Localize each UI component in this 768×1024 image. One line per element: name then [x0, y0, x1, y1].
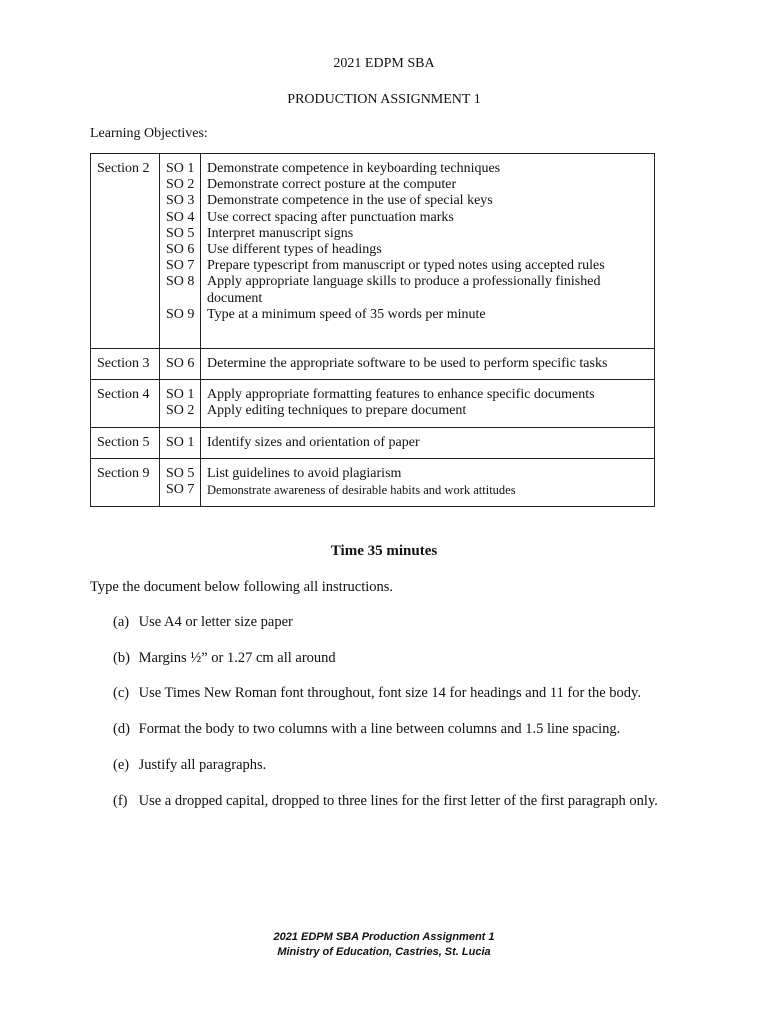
objective-code: SO 1 — [166, 161, 195, 176]
instruction-text: Use a dropped capital, dropped to three lines for the first letter of the first paragraph only. — [138, 793, 658, 809]
objective-code: SO 2 — [166, 403, 195, 419]
instruction-text: Margins ½” or 1.27 cm all around — [138, 650, 336, 666]
instruction-text: Use Times New Roman font throughout, font size 14 for headings and 11 for the body. — [138, 685, 641, 701]
instruction-text: Justify all paragraphs. — [138, 757, 267, 773]
section-cell: Section 9 — [91, 459, 160, 507]
objective-code: SO 5 — [166, 466, 195, 481]
instruction-item — [113, 650, 336, 667]
table-row — [91, 428, 655, 459]
objective-description: Demonstrate awareness of desirable habits and work attitudes — [207, 483, 516, 498]
objective-description: Demonstrate correct posture at the computer — [207, 177, 457, 193]
instruction-item — [113, 721, 620, 738]
objective-description: Determine the appropriate software to be used to perform specific tasks — [207, 356, 608, 371]
objective-codes-cell — [160, 380, 201, 428]
objective-codes-cell — [160, 428, 201, 459]
objective-code: SO 1 — [166, 435, 195, 450]
instruction-item — [113, 685, 641, 702]
objective-description: Use different types of headings — [207, 242, 382, 258]
objective-descriptions-cell — [201, 428, 655, 459]
objective-code: SO 9 — [166, 306, 195, 322]
instruction-label: (f) — [113, 793, 128, 809]
objective-code: SO 4 — [166, 209, 195, 225]
instruction-item — [113, 757, 266, 774]
objective-code: SO 3 — [166, 193, 195, 209]
instructions-intro: Type the document below following all instructions. — [90, 579, 394, 595]
spacer — [166, 291, 200, 307]
learning-objectives-table — [90, 153, 655, 507]
table-row — [91, 459, 655, 507]
section-cell: Section 2 — [91, 154, 160, 349]
instruction-label: (c) — [113, 685, 130, 701]
objective-description: Identify sizes and orientation of paper — [207, 435, 420, 450]
instruction-item — [113, 614, 293, 631]
objective-description: Use correct spacing after punctuation marks — [207, 209, 454, 225]
table-row — [91, 154, 655, 349]
objective-description: Apply appropriate language skills to produce a professionally finished document — [207, 274, 601, 306]
objective-code: SO 8 — [166, 274, 195, 290]
objective-description: Interpret manuscript signs — [207, 225, 354, 241]
objective-description: Type at a minimum speed of 35 words per minute — [207, 306, 486, 322]
section-cell: Section 3 — [91, 349, 160, 380]
objective-code: SO 5 — [166, 225, 195, 241]
instruction-item — [113, 793, 658, 810]
objective-descriptions-cell — [201, 380, 655, 428]
instruction-label: (a) — [113, 614, 130, 630]
objective-description: Apply appropriate formatting features to enhance specific documents — [207, 387, 595, 402]
section-cell: Section 4 — [91, 380, 160, 428]
instruction-text: Use A4 or letter size paper — [138, 614, 293, 630]
instruction-label: (e) — [113, 757, 130, 773]
objective-code: SO 7 — [166, 258, 195, 274]
learning-objectives-label: Learning Objectives: — [90, 126, 208, 141]
objective-descriptions-cell — [201, 349, 655, 380]
objective-description: Demonstrate competence in keyboarding techniques — [207, 161, 501, 176]
objective-description: Apply editing techniques to prepare document — [207, 403, 467, 419]
footer-ministry: Ministry of Education, Castries, St. Lucia — [277, 946, 491, 958]
objective-codes-cell — [160, 349, 201, 380]
objective-code: SO 1 — [166, 387, 195, 402]
objective-description: List guidelines to avoid plagiarism — [207, 466, 402, 481]
objective-code: SO 2 — [166, 177, 195, 193]
assignment-title: PRODUCTION ASSIGNMENT 1 — [287, 92, 481, 107]
objective-codes-cell — [160, 459, 201, 507]
table-row — [91, 380, 655, 428]
time-limit-heading: Time 35 minutes — [330, 543, 438, 559]
objective-code: SO 6 — [166, 242, 195, 258]
document-title: 2021 EDPM SBA — [333, 56, 435, 71]
instruction-text: Format the body to two columns with a line between columns and 1.5 line spacing. — [138, 721, 621, 737]
footer-title: 2021 EDPM SBA Production Assignment 1 — [273, 931, 495, 943]
objective-descriptions-cell — [201, 154, 655, 349]
objective-codes-cell — [160, 154, 201, 349]
objective-code: SO 7 — [166, 482, 195, 498]
section-cell: Section 5 — [91, 428, 160, 459]
instruction-label: (b) — [113, 650, 130, 666]
table-row — [91, 349, 655, 380]
objective-description: Prepare typescript from manuscript or typed notes using accepted rules — [207, 258, 605, 274]
objective-code: SO 6 — [166, 356, 195, 371]
objective-descriptions-cell — [201, 459, 655, 507]
instruction-label: (d) — [113, 721, 130, 737]
objective-description: Demonstrate competence in the use of special keys — [207, 193, 493, 209]
